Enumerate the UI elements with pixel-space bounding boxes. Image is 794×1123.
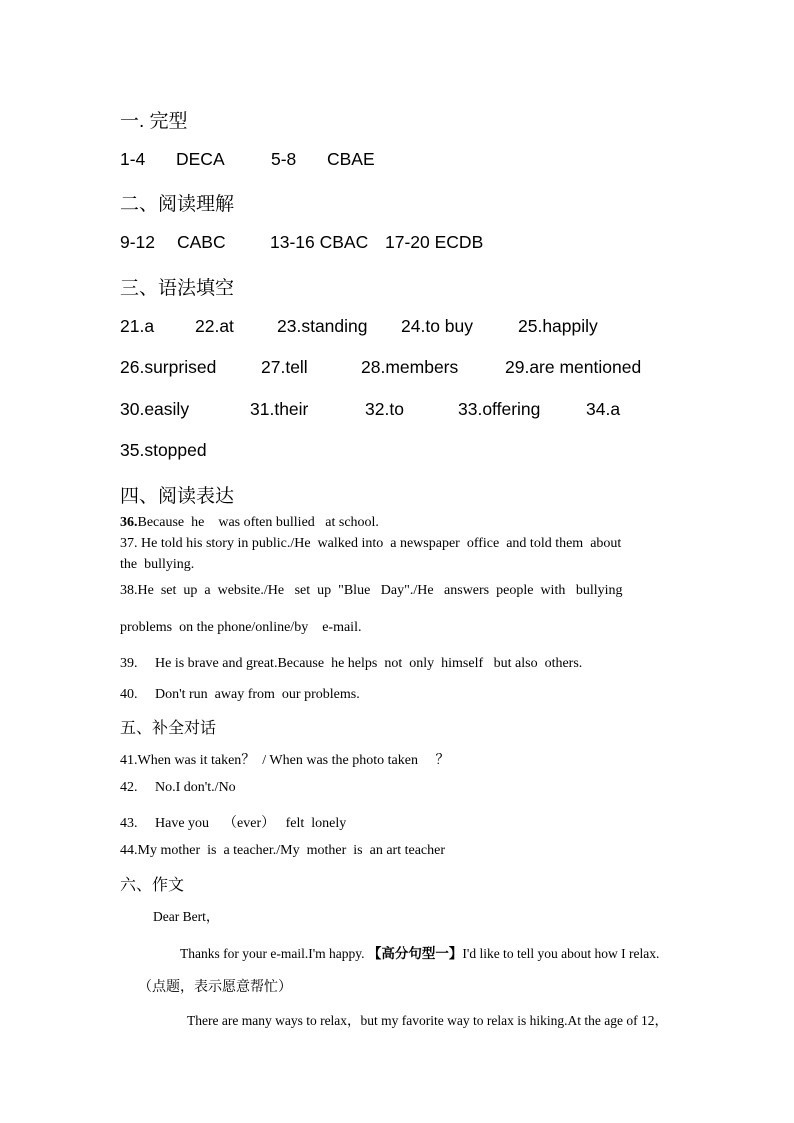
answer-42: 42. No.I don't./No bbox=[120, 780, 236, 795]
answer-5-8-value: CBAE bbox=[327, 149, 375, 169]
answer-44: 44.My mother is a teacher./My mother is an art teacher bbox=[120, 843, 446, 858]
answer-25: 25.happily bbox=[518, 316, 598, 336]
answer-1-4-label: 1-4 bbox=[120, 149, 146, 169]
answer-40: 40. Don't run away from our problems. bbox=[120, 687, 360, 702]
answer-36-text: Because he was often bullied at school. bbox=[137, 515, 379, 530]
answer-5-8-label: 5-8 bbox=[271, 149, 297, 169]
answer-28: 28.members bbox=[361, 357, 459, 377]
section-4-title: 四、阅读表达 bbox=[120, 486, 235, 507]
answer-36-number: 36. bbox=[120, 515, 138, 530]
essay-paragraph-2: There are many ways to relax，but my favorite way to relax is hiking.At the age of 12， bbox=[187, 1013, 668, 1028]
answer-23: 23.standing bbox=[277, 316, 368, 336]
answer-38-line-2: problems on the phone/online/by e-mail. bbox=[120, 620, 362, 635]
answer-1-4-value: DECA bbox=[176, 149, 225, 169]
answer-38-line-1: 38.He set up a website./He set up "Blue Day"./He answers people with bullying bbox=[120, 583, 623, 598]
answer-24: 24.to buy bbox=[401, 316, 473, 336]
essay-paragraph-1 bbox=[180, 942, 659, 962]
answer-9-12-label: 9-12 bbox=[120, 232, 156, 252]
section-1-title: 一. 完型 bbox=[120, 111, 188, 132]
answer-37-line-2: the bullying. bbox=[120, 557, 195, 572]
answer-17-20: 17-20 ECDB bbox=[385, 232, 484, 252]
section-2-title: 二、阅读理解 bbox=[120, 194, 235, 215]
essay-greeting: Dear Bert， bbox=[153, 909, 220, 924]
essay-note: （点题，表示愿意帮忙） bbox=[138, 978, 292, 994]
answer-26: 26.surprised bbox=[120, 357, 217, 377]
answer-29: 29.are mentioned bbox=[505, 357, 642, 377]
section-5-title: 五、补全对话 bbox=[120, 720, 217, 737]
answer-21: 21.a bbox=[120, 316, 155, 336]
answer-9-12-value: CABC bbox=[177, 232, 226, 252]
answer-39: 39. He is brave and great.Because he helps not only himself but also others. bbox=[120, 656, 583, 671]
answer-36 bbox=[120, 515, 379, 531]
essay-paragraph-1-start: Thanks for your e-mail.I'm happy. bbox=[180, 946, 368, 961]
answer-30: 30.easily bbox=[120, 399, 190, 419]
high-score-tag: 【高分句型一】 bbox=[367, 946, 463, 961]
answer-35: 35.stopped bbox=[120, 440, 207, 460]
answer-43: 43. Have you （ever） felt lonely bbox=[120, 816, 347, 831]
answer-32: 32.to bbox=[365, 399, 404, 419]
answer-13-16: 13-16 CBAC bbox=[270, 232, 369, 252]
answer-33: 33.offering bbox=[458, 399, 541, 419]
answer-22: 22.at bbox=[195, 316, 234, 336]
section-3-title: 三、语法填空 bbox=[120, 278, 235, 299]
answer-34: 34.a bbox=[586, 399, 621, 419]
essay-paragraph-1-end: I'd like to tell you about how I relax. bbox=[462, 946, 660, 961]
answer-27: 27.tell bbox=[261, 357, 308, 377]
answer-31: 31.their bbox=[250, 399, 309, 419]
answer-41: 41.When was it taken？ / When was the photo taken ？ bbox=[120, 753, 450, 768]
answer-37-line-1: 37. He told his story in public./He walked into a newspaper office and told them about bbox=[120, 536, 622, 551]
section-6-title: 六、作文 bbox=[120, 877, 185, 894]
